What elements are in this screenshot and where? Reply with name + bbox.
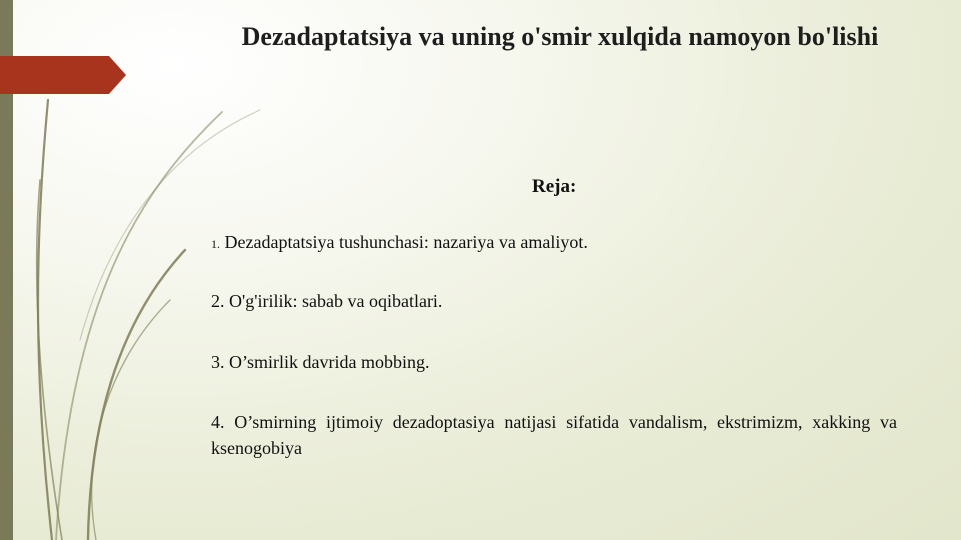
- plan-item-number: 3.: [211, 352, 225, 372]
- plan-heading: Reja:: [532, 176, 577, 197]
- plan-item-text: O’smirlik davrida mobbing.: [224, 352, 430, 372]
- plan-item-number: 1.: [211, 237, 220, 251]
- swirl-line: [38, 100, 52, 540]
- swirl-line: [92, 300, 170, 540]
- plan-item-number: 4.: [211, 412, 225, 432]
- plan-item-text: O’smirning ijtimoiy dezadoptasiya natijasi sifatida vandalism, ekstrimizm, xakking va ksenogobiya: [211, 412, 897, 458]
- plan-item-3: [211, 349, 897, 375]
- swirl-line: [37, 180, 62, 540]
- plan-item-2: [211, 288, 897, 314]
- plan-item-1: [211, 229, 897, 257]
- plan-item-text: Dezadaptatsiya tushunchasi: nazariya va amaliyot.: [220, 232, 588, 252]
- plan-item-4: [211, 409, 897, 461]
- red-arrow-tab: [0, 56, 126, 94]
- swirl-line: [56, 112, 222, 540]
- slide-title: Dezadaptatsiya va uning o'smir xulqida namoyon bo'lishi: [241, 22, 879, 51]
- plan-item-text: O'g'irilik: sabab va oqibatlari.: [224, 291, 443, 311]
- plan-item-number: 2.: [211, 291, 225, 311]
